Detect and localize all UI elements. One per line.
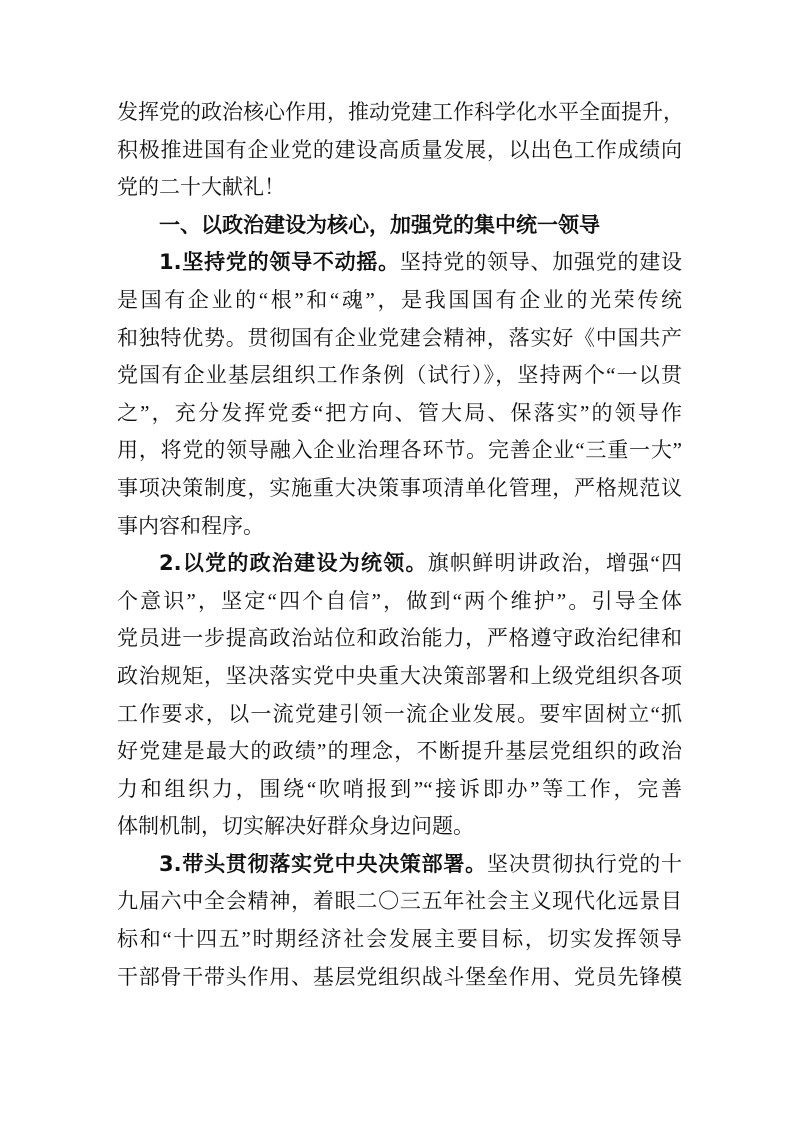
text-line: 个意识”，坚定“四个自信”，做到“两个维护”。引导全体 — [117, 588, 682, 613]
item-title: 2.以党的政治建设为统领。 — [159, 551, 428, 576]
text-line: 党的二十大献礼！ — [117, 175, 285, 200]
item-title: 1.坚持党的领导不动摇。 — [159, 250, 400, 275]
text-line: 体制机制，切实解决好群众身边问题。 — [117, 814, 474, 839]
text-line — [117, 244, 682, 282]
text-line: 事内容和程序。 — [117, 513, 264, 538]
text-line: 积极推进国有企业党的建设高质量发展，以出色工作成绩向 — [117, 137, 682, 162]
text-line: 和独特优势。贯彻国有企业党建会精神，落实好《中国共产 — [117, 325, 682, 350]
text-line — [117, 846, 682, 884]
text-line: 政治规矩，坚决落实党中央重大决策部署和上级党组织各项 — [117, 663, 682, 688]
text-line: 九届六中全会精神，着眼二〇三五年社会主义现代化远景目 — [117, 889, 682, 914]
text-line: 用，将党的领导融入企业治理各环节。完善企业“三重一大” — [117, 438, 682, 463]
text-line: 工作要求，以一流党建引领一流企业发展。要牢固树立“抓 — [117, 701, 682, 726]
item-text: 坚决贯彻执行党的十 — [486, 851, 683, 876]
text-line: 好党建是最大的政绩”的理念，不断提升基层党组织的政治 — [117, 739, 682, 764]
text-line: 之”，充分发挥党委“把方向、管大局、保落实”的领导作 — [117, 400, 682, 425]
text-line: 事项决策制度，实施重大决策事项清单化管理，严格规范议 — [117, 475, 682, 500]
text-line: 力和组织力，围绕“吹哨报到”“接诉即办”等工作，完善 — [117, 776, 682, 801]
text-line: 标和“十四五”时期经济社会发展主要目标，切实发挥领导 — [117, 927, 682, 952]
text-line: 干部骨干带头作用、基层党组织战斗堡垒作用、党员先锋模 — [117, 964, 682, 989]
item-title: 3.带头贯彻落实党中央决策部署。 — [159, 851, 487, 876]
text-line: 是国有企业的“根”和“魂”，是我国国有企业的光荣传统 — [117, 287, 682, 312]
text-line: 党员进一步提高政治站位和政治能力，严格遵守政治纪律和 — [117, 626, 682, 651]
item-text: 旗帜鲜明讲政治，增强“四 — [427, 551, 682, 576]
text-line: 党国有企业基层组织工作条例（试行）》，坚持两个“一以贯 — [117, 363, 682, 388]
document-body — [117, 94, 682, 996]
text-line — [117, 545, 682, 583]
section-heading: 一、以政治建设为核心，加强党的集中统一领导 — [159, 212, 600, 237]
text-line: 发挥党的政治核心作用，推动党建工作科学化水平全面提升， — [117, 100, 684, 124]
item-text: 坚持党的领导、加强党的建设 — [399, 250, 683, 275]
